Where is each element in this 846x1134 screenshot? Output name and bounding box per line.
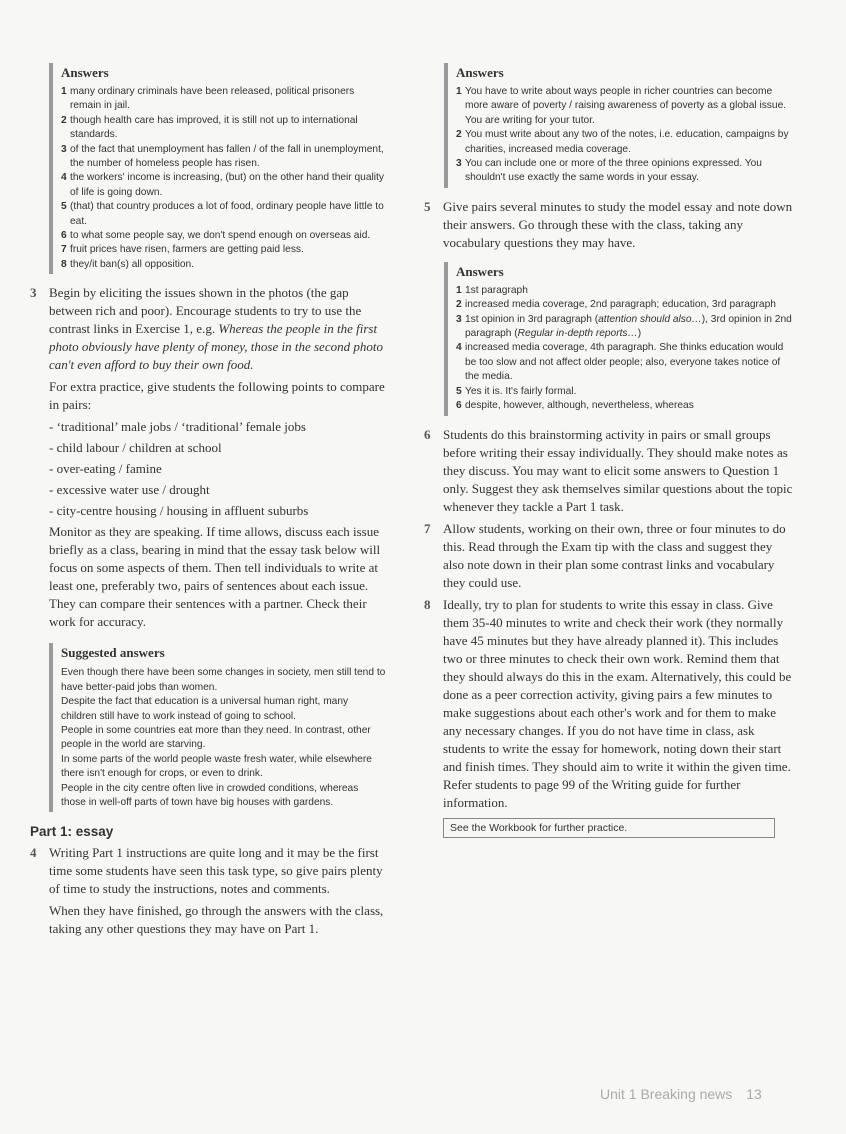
answers-box-3 [444,262,794,416]
list-item [61,171,386,200]
item-number: 1 [456,86,462,97]
suggested-answers-title: Suggested answers [61,645,165,661]
unit-label: Unit 1 [600,1086,637,1102]
item-text: to what some people say, we don't spend enough on overseas aid. [70,230,371,242]
step-5 [424,198,794,252]
answers-title: Answers [456,65,504,80]
item-text: (that) that country produces a lot of food, ordinary people have little to eat. [70,201,384,227]
item-number: 1 [61,86,67,97]
item-number: 4 [456,342,462,354]
example-italic: Whereas the people in the first photo obviously have plenty of money, those in the second photo can't even afford to buy their own food. [49,321,383,373]
item-number: 5 [61,201,67,213]
answers-box-1 [49,63,386,274]
list-item [61,229,386,243]
points-list [49,418,386,520]
step-text: Ideally, try to plan for students to write this essay in class. Give them 35-40 minutes to write and check their work (they normally have 45 minutes but they have already planned it). This includes two or three minutes to check their own work. Remind them that they should always do this in the exam. Alternatively, this could be done as a peer correction activity, giving pairs a few minutes to make suggestions about each other's work and for them to make any necessary changes. If you do not have time in class, ask students to write the essay for homework, noting down their start and finish times. They should aim to write it within the given time. Refer students to page 99 of the Writing guide for further information. [443,596,792,810]
step-number: 6 [424,426,431,442]
list-item [61,114,386,143]
step-6 [424,426,794,516]
list-item: - ‘traditional’ male jobs / ‘traditional’ female jobs [49,419,306,435]
step-text: Allow students, working on their own, three or four minutes to do this. Read through the Exam tip with the class and suggest they also note down in their plan some contrast links and vocabulary they could use. [443,520,786,590]
step-8 [424,596,794,812]
item-text: despite, however, although, nevertheless, whereas [465,400,694,412]
list-item [61,258,386,272]
step-text: Begin by eliciting the issues shown in the photos (the gap between rich and poor). Encourage students to try to use the contrast links in Exercise 1, e.g. [49,285,362,337]
list-item: People in some countries eat more than they need. In contrast, other people in the world are starving. [61,724,371,751]
list-item [61,200,386,229]
page-footer [600,1086,762,1102]
item-text: fruit prices have risen, farmers are getting paid less. [70,244,304,256]
list-item [456,313,794,342]
list-item [456,399,794,413]
item-number: 2 [61,114,67,126]
item-number: 6 [456,400,462,412]
item-number: 1 [456,284,462,296]
list-item: - city-centre housing / housing in affluent suburbs [49,503,309,519]
list-item [456,341,794,384]
list-item [456,298,794,312]
step-number: 7 [424,520,431,536]
item-text: increased media coverage, 2nd paragraph; education, 3rd paragraph [465,299,776,311]
section-heading: Part 1: essay [30,824,114,840]
extra-practice-text: For extra practice, give students the following points to compare in pairs: [49,379,385,413]
step-body [49,284,386,631]
item-number: 3 [61,143,67,155]
step-3 [30,284,386,631]
list-item [61,143,386,172]
list-item: - excessive water use / drought [49,482,210,498]
list-item [61,243,386,257]
quoted-italic: attention should also… [598,313,702,325]
item-number: 2 [456,129,462,141]
step-text: Students do this brainstorming activity in pairs or small groups before writing their essay individually. They should make notes as they discuss. You may want to elicit some answers to Question 1 only. Suggest they ask themselves similar questions about the topic whenever they tackle a Part 1 task. [443,426,793,514]
item-text: though health care has improved, it is still not up to international standards. [70,114,358,141]
right-column [424,0,794,838]
item-text: they/it ban(s) all opposition. [70,258,195,270]
item-text: You can include one or more of the three opinions expressed. You shouldn't use exactly the same words in your essay. [465,158,762,184]
step-4 [30,844,386,938]
step-7 [424,520,794,592]
step-number: 5 [424,198,431,214]
item-text: of the fact that unemployment has fallen / of the fall in unemployment, the number of homeless people has risen. [70,143,384,170]
list-item: Even though there have been some changes in society, men still tend to have better-paid jobs than women. [61,667,386,693]
list-item: - over-eating / famine [49,461,162,477]
item-number: 7 [61,244,67,256]
item-text: You have to write about ways people in richer countries can become more aware of poverty / raising awareness of poverty as a global issue. You are writing for your tutor. [465,86,787,126]
answers-list [61,85,386,272]
item-text: the workers' income is increasing, (but) on the other hand their quality of life is going down. [70,172,384,198]
list-item: - child labour / children at school [49,440,222,456]
list-item [61,85,386,114]
item-number: 6 [61,230,67,242]
item-number: 3 [456,313,462,325]
list-item [456,284,794,298]
page-number: 13 [746,1086,762,1102]
item-text: increased media coverage, 4th paragraph. She thinks education would be too slow and not affect older people; also, everyone takes notice of the media. [465,342,784,383]
item-number: 4 [61,172,67,184]
step-body [49,844,386,938]
step-text: Give pairs several minutes to study the model essay and note down their answers. Go through these with the class, taking any vocabulary questions they may have. [443,198,793,250]
text-segment: ) [637,328,642,340]
step-text: Writing Part 1 instructions are quite long and it may be the first time some students have seen this task type, so give pairs plenty of time to study the instructions, notes and comments. [49,845,383,897]
item-number: 2 [456,299,462,311]
step-paragraph [49,284,386,374]
item-number: 8 [61,258,67,270]
list-item [456,157,794,186]
suggested-answers-box [49,643,386,812]
left-column [30,0,386,938]
step-text-2: When they have finished, go through the answers with the class, taking any other questions they may have on Part 1. [49,903,384,937]
workbook-note: See the Workbook for further practice. [443,818,775,838]
list-item [456,128,794,157]
text-segment: 1st opinion in 3rd paragraph ( [465,313,599,325]
answers-title: Answers [456,263,504,279]
list-item: In some parts of the world people waste fresh water, while elsewhere there isn't enough for crops, or even to drink. [61,753,372,780]
answers-title: Answers [61,65,109,80]
item-text [465,313,794,342]
item-number: 5 [456,385,462,397]
list-item: Despite the fact that education is a universal human right, many children still have to work instead of going to school. [61,696,349,722]
item-text: You must write about any two of the notes, i.e. education, campaigns by charities, increased media coverage. [465,129,789,155]
text-segment: ), 3rd opinion in 2nd paragraph ( [465,313,792,340]
answers-list [456,85,794,186]
step-number: 8 [424,596,431,612]
step-number: 4 [30,845,37,861]
suggested-answers-list [61,666,386,810]
item-number: 3 [456,158,462,170]
step-number: 3 [30,285,37,301]
monitor-text: Monitor as they are speaking. If time allows, discuss each issue briefly as a class, bearing in mind that the essay task below will focus on some aspects of them. Then tell individuals to write at least one, preferably two, pairs of sentences about each issue. They can compare their sentences with a partner. Check their work for accuracy. [49,524,381,630]
item-text: Yes it is. It's fairly formal. [465,385,577,397]
answers-box-2 [444,63,794,188]
quoted-italic: Regular in-depth reports… [517,328,638,340]
list-item [456,385,794,399]
list-item [456,85,794,128]
list-item: People in the city centre often live in crowded conditions, whereas those in well-off parts of town have big houses with gardens. [61,782,359,808]
answers-list [456,284,794,414]
unit-title: Breaking news [640,1086,733,1102]
item-text: many ordinary criminals have been released, political prisoners remain in jail. [70,86,355,112]
item-text: 1st paragraph [465,284,528,296]
